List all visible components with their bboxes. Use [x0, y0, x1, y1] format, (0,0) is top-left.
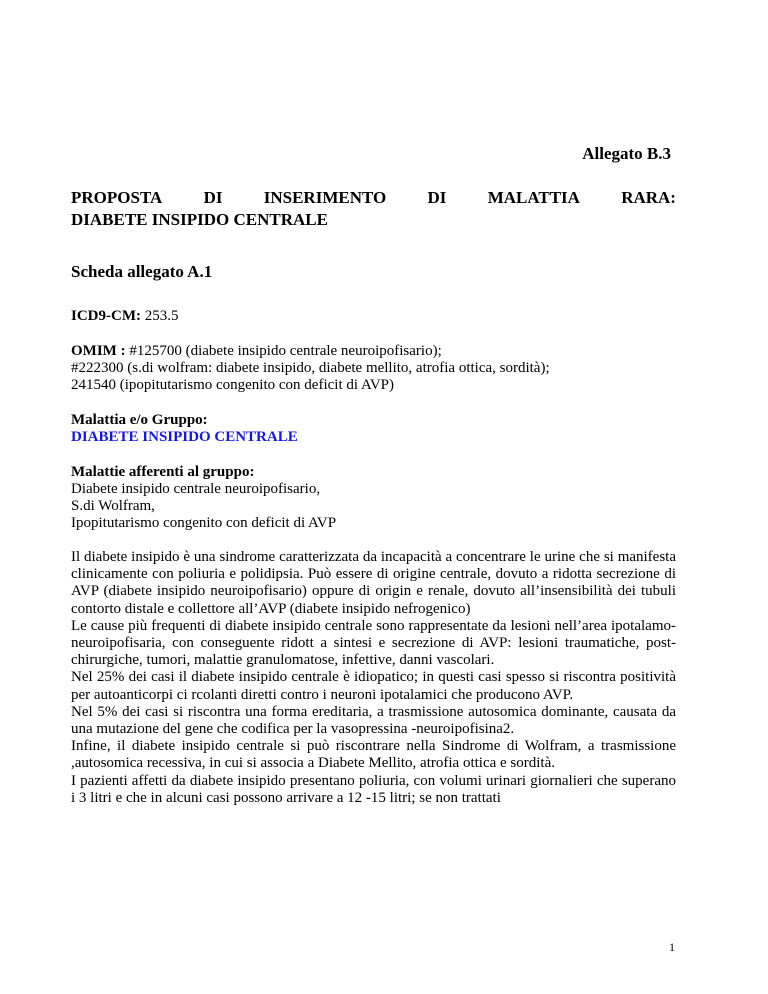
- icd-value: 253.5: [140, 308, 179, 324]
- paragraph: Le cause più frequenti di diabete insipido centrale sono rappresentate da lesioni nell’area ipotalamo-neuroipofisaria, con conseguente ridott a sintesi e secrezione di AVP: lesioni traumatiche, post-chirurgiche, tumori, malattie granulomatose, infettive, danni vascolari.: [71, 617, 676, 669]
- main-content: [71, 187, 676, 807]
- paragraph: Infine, il diabete insipido centrale si può riscontrare nella Sindrome di Wolfram, a trasmissione ,autosomica recessiva, in cui si associa a Diabete Mellito, atrofia ottica e sordità.: [71, 738, 676, 772]
- title-line-2: DIABETE INSIPIDO CENTRALE: [71, 210, 328, 229]
- omim-section: [71, 343, 676, 394]
- title-word: INSERIMENTO: [263, 188, 387, 207]
- afferenti-label: Malattie afferenti al gruppo:: [71, 464, 255, 480]
- afferenti-section: [71, 464, 676, 532]
- allegato-label: Allegato B.3: [582, 144, 671, 163]
- omim-line: [71, 343, 676, 360]
- title-word: RARA:: [621, 188, 676, 207]
- document-title: [71, 187, 676, 231]
- malattia-label: Malattia e/o Gruppo:: [71, 412, 208, 428]
- omim-line: #222300 (s.di wolfram: diabete insipido, diabete mellito, atrofia ottica, sordità);: [71, 360, 550, 376]
- paragraph: Nel 5% dei casi si riscontra una forma ereditaria, a trasmissione autosomica dominante, causata da una mutazione del gene che codifica per la vasopressina -neuroipofisina2.: [71, 703, 676, 738]
- title-line-1: [71, 187, 676, 209]
- body-text: [71, 549, 676, 807]
- afferenti-item: Ipopitutarismo congenito con deficit di AVP: [71, 515, 337, 531]
- malattia-value: DIABETE INSIPIDO CENTRALE: [71, 429, 298, 445]
- scheda-heading: Scheda allegato A.1: [71, 262, 213, 281]
- malattia-section: [71, 412, 676, 446]
- omim-line: 241540 (ipopitutarismo congenito con deficit di AVP): [71, 377, 395, 393]
- title-word: MALATTIA: [487, 188, 580, 207]
- icd-label: ICD9-CM:: [71, 308, 141, 324]
- omim-value: #125700 (diabete insipido centrale neuroipofisario);: [125, 343, 442, 359]
- paragraph: Nel 25% dei casi il diabete insipido centrale è idiopatico; in questi casi spesso si riscontra positività per autoanticorpi ci rcolanti diretti contro i neuroni ipotalamici che producono AVP.: [71, 669, 676, 703]
- afferenti-item: Diabete insipido centrale neuroipofisario,: [71, 481, 321, 497]
- icd-section: [71, 308, 676, 325]
- title-word: DI: [427, 188, 447, 207]
- omim-label: OMIM :: [71, 343, 126, 359]
- afferenti-item: S.di Wolfram,: [71, 498, 155, 514]
- paragraph: I pazienti affetti da diabete insipido presentano poliuria, con volumi urinari giornalieri che superano i 3 litri e che in alcuni casi possono arrivare a 12 -15 litri; se non trattati: [71, 772, 676, 806]
- page-number: 1: [669, 940, 675, 954]
- paragraph: Il diabete insipido è una sindrome caratterizzata da incapacità a concentrare le urine che si manifesta clinicamente con poliuria e polidipsia. Può essere di origine centrale, dovuto a ridotta secrezione di AVP (diabete insipido neuroipofisario) oppure di origin e renale, dovuto all’insensibilità dei tubuli contorto distale e collettore all’AVP (diabete insipido nefrogenico): [71, 549, 676, 617]
- title-word: PROPOSTA: [71, 188, 163, 207]
- title-word: DI: [203, 188, 223, 207]
